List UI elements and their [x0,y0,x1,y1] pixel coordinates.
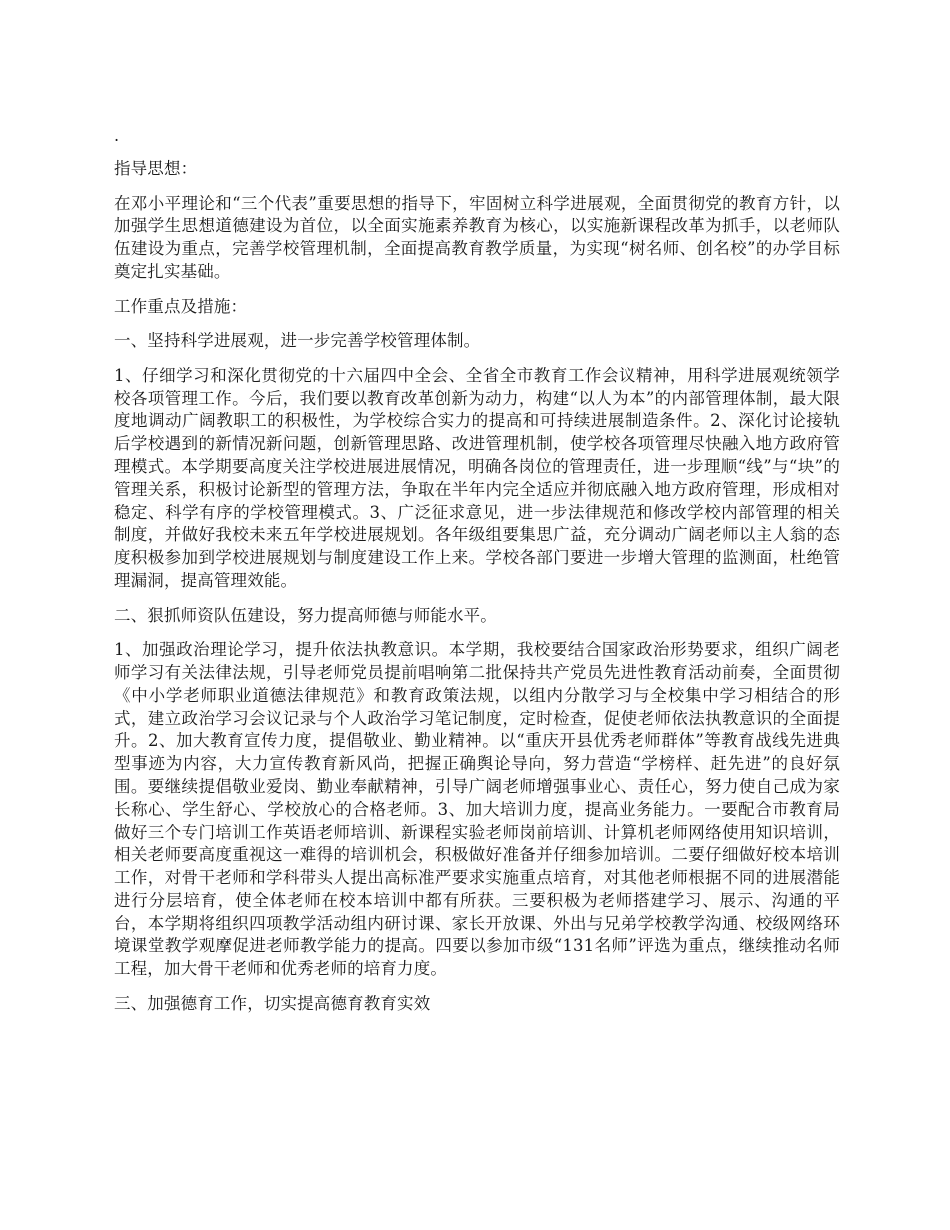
section-heading-two: 二、狠抓师资队伍建设，努力提高师德与师能水平。 [114,605,497,625]
page-marker: . [114,126,120,145]
section-heading-work-focus: 工作重点及措施： [114,296,248,316]
paragraph-teachers: 1、加强政治理论学习，提升依法执教意识。本学期，我校要结合国家政治形势要求，组织广阔老师学习有关法律法规，引导老师党员提前唱响第二批保持共产党员先进性教育活动前奏，全面贯彻《中小学老师职业道德法律规范》和教育政策法规，以组内分散学习与全校集中学习相结合的形式，建立政治学习会议记录与个人政治学习笔记制度，定时检查，促使老师依法执教意识的全面提升。2、加大教育宣传力度，提倡敬业、勤业精神。以“重庆开县优秀老师群体”等教育战线先进典型事迹为内容，大力宣传教育新风尚，把握正确舆论导向，努力营造“学榜样、赶先进”的良好氛围。要继续提倡敬业爱岗、勤业奉献精神，引导广阔老师增强事业心、责任心，努力使自己成为家长称心、学生舒心、学校放心的合格老师。3、加大培训力度，提高业务能力。一要配合市教育局做好三个专门培训工作英语老师培训、新课程实验老师岗前培训、计算机老师网络使用知识培训，相关老师要高度重视这一难得的培训机会，积极做好准备并仔细参加培训。二要仔细做好校本培训工作，对骨干老师和学科带头人提出高标准严要求实施重点培育，对其他老师根据不同的进展潜能进行分层培育，使全体老师在校本培训中都有所获。三要积极为老师搭建学习、展示、沟通的平台，本学期将组织四项教学活动组内研讨课、家长开放课、外出与兄弟学校教学沟通、校级网络环境课堂教学观摩促进老师教学能力的提高。四要以参加市级“131名师”评选为重点，继续推动名师工程，加大骨干老师和优秀老师的培育力度。 [114,640,840,979]
document-body [114,128,840,1027]
paragraph-management: 1、仔细学习和深化贯彻党的十六届四中全会、全省全市教育工作会议精神，用科学进展观统领学校各项管理工作。今后，我们要以教育改革创新为动力，构建“以人为本”的内部管理体制，最大限度地调动广阔教职工的积极性，为学校综合实力的提高和可持续进展制造条件。2、深化讨论接轨后学校遇到的新情况新问题，创新管理思路、改进管理机制，使学校各项管理尽快融入地方政府管理模式。本学期要高度关注学校进展进展情况，明确各岗位的管理责任，进一步理顺“线”与“块”的管理关系，积极讨论新型的管理方法，争取在半年内完全适应并彻底融入地方政府管理，形成相对稳定、科学有序的学校管理模式。3、广泛征求意见，进一步法律规范和修改学校内部管理的相关制度，并做好我校未来五年学校进展规划。各年级组要集思广益，充分调动广阔老师以主人翁的态度积极参加到学校进展规划与制度建设工作上来。学校各部门要进一步增大管理的监测面，杜绝管理漏洞，提高管理效能。 [114,365,840,590]
top-spacer [114,128,840,158]
section-heading-three: 三、加强德育工作，切实提高德育教育实效 [114,993,431,1013]
section-heading-one: 一、坚持科学进展观，进一步完善学校管理体制。 [114,331,481,351]
paragraph-guiding-thought: 在邓小平理论和“三个代表”重要思想的指导下，牢固树立科学进展观，全面贯彻党的教育方针，以加强学生思想道德建设为首位，以全面实施素养教育为核心，以实施新课程改革为抓手，以老师队伍建设为重点，完善学校管理机制，全面提高教育教学质量，为实现“树名师、创名校”的办学目标奠定扎实基础。 [114,193,840,281]
section-heading-guiding-thought: 指导思想： [114,159,198,178]
